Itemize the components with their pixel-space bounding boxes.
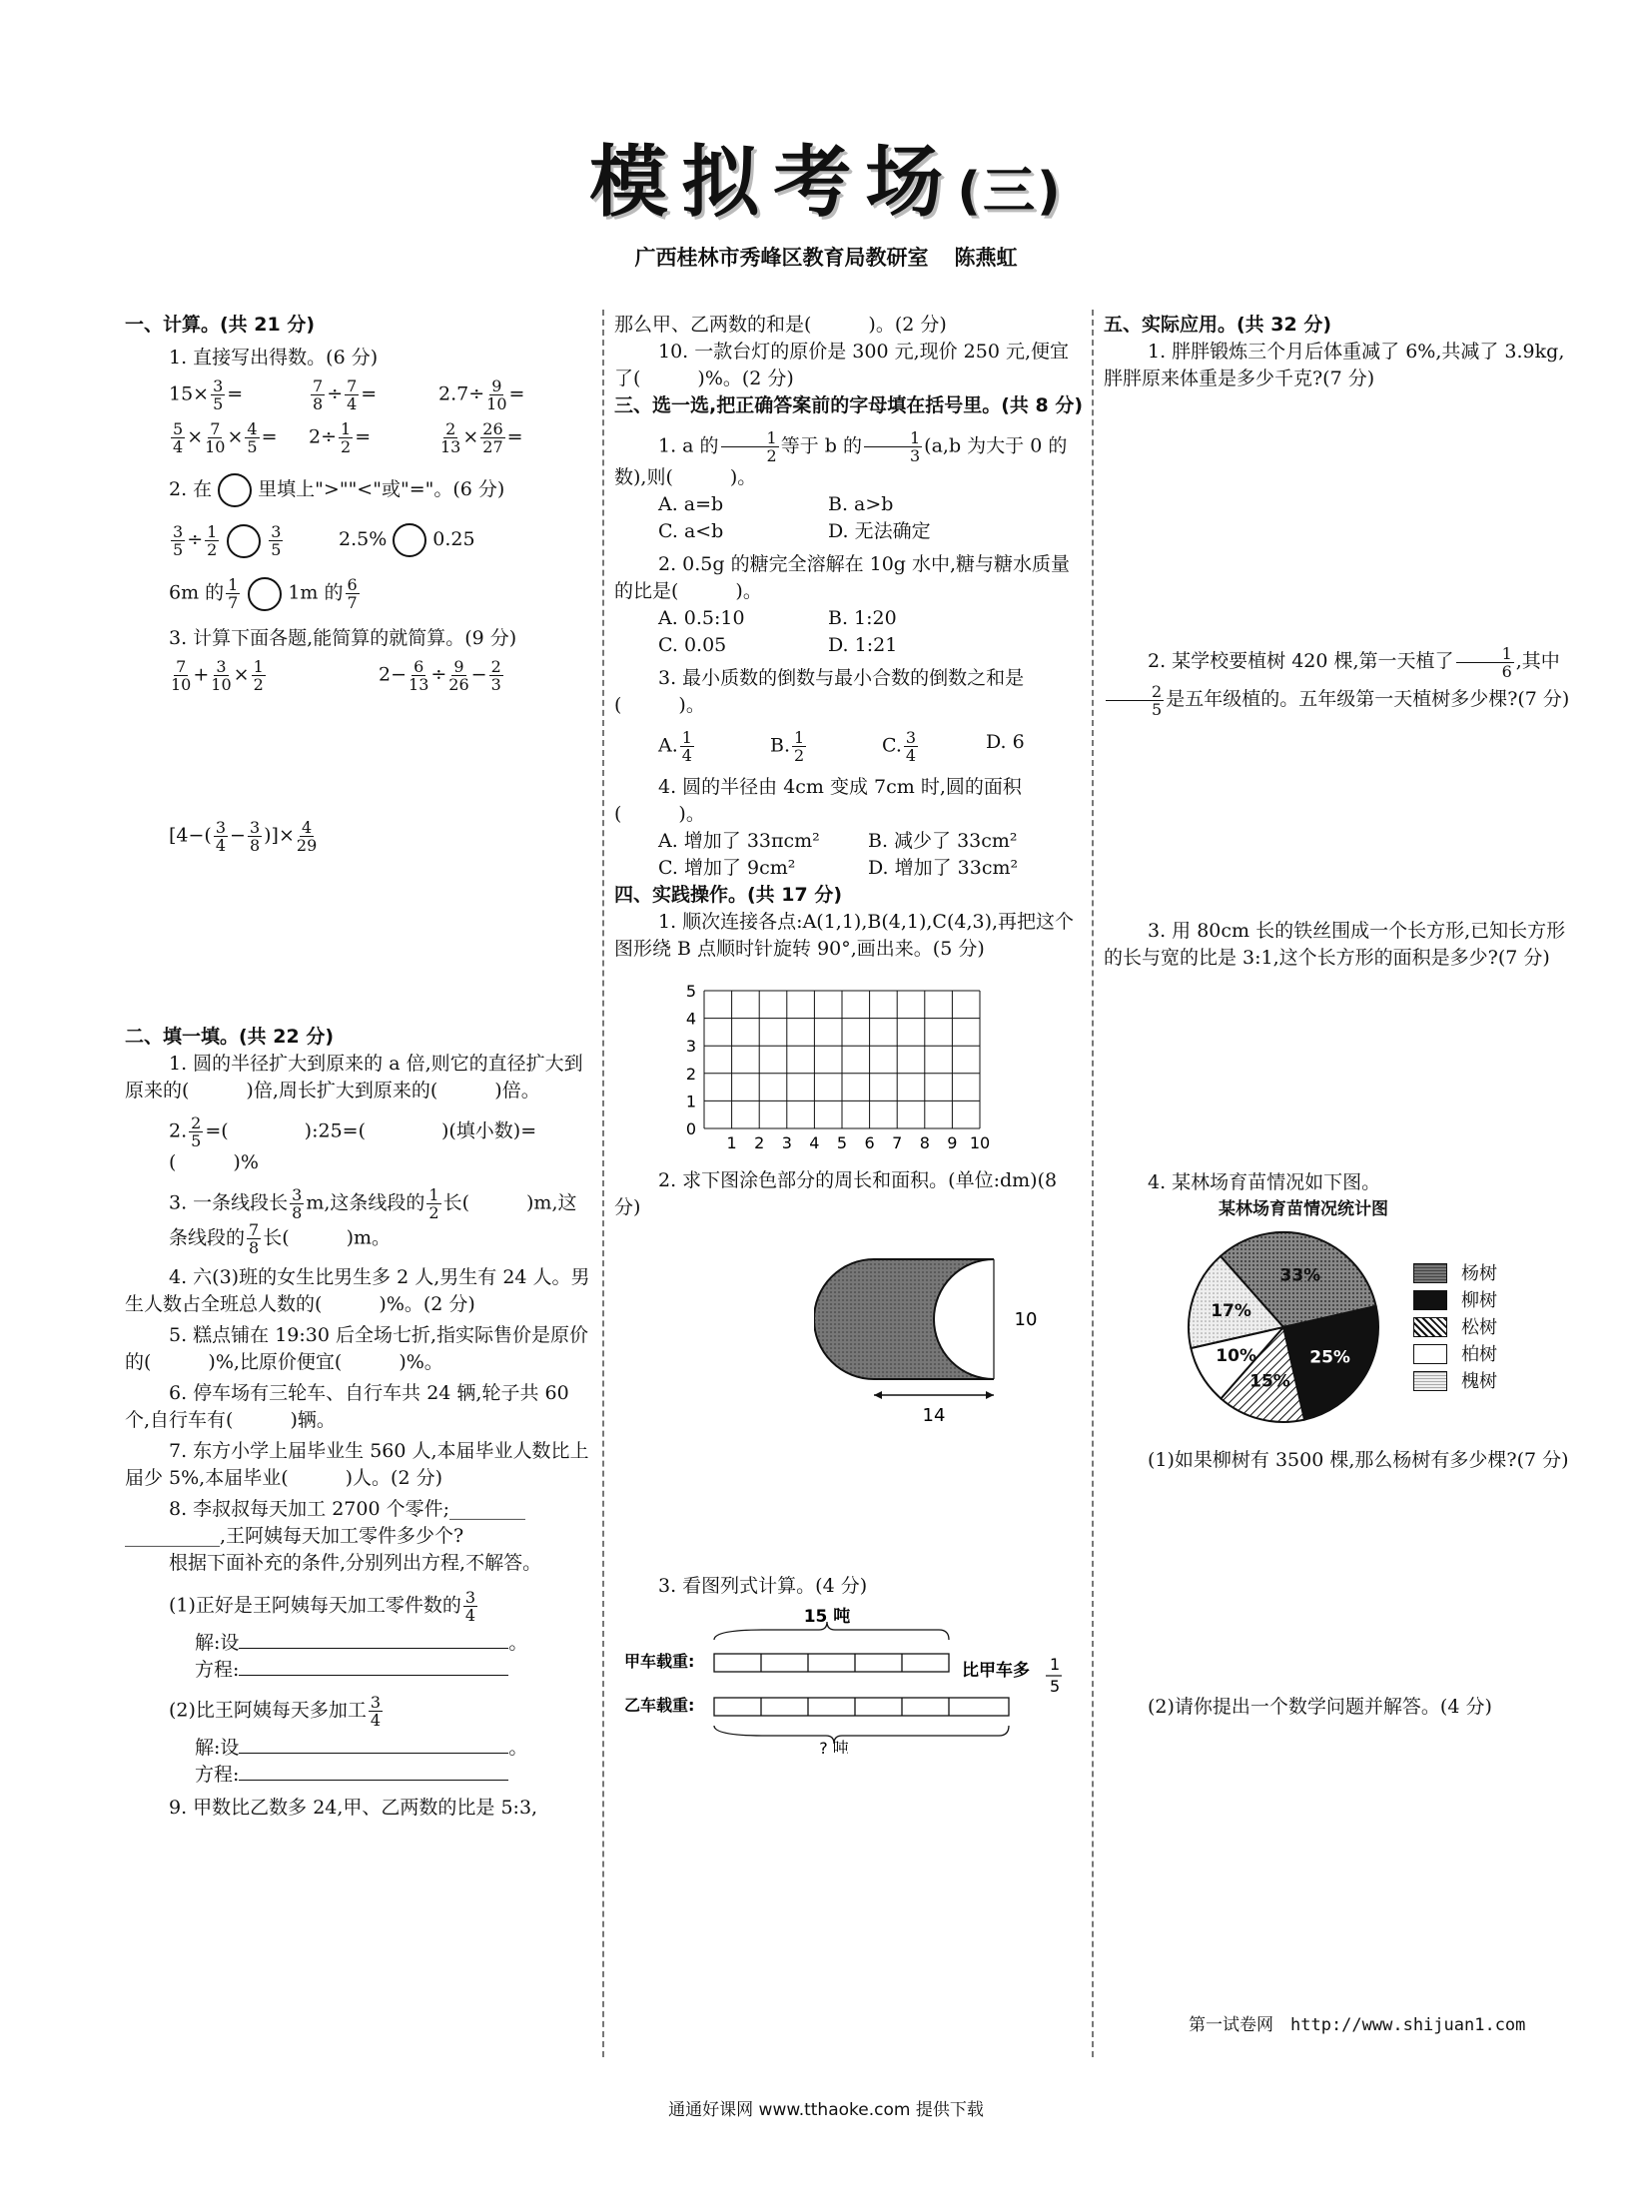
legend-label: 柏树 — [1461, 1343, 1497, 1365]
question: 那么甲、乙两数的和是( )。(2 分) — [614, 314, 947, 336]
question: 1. 胖胖锻炼三个月后体重减了 6%,共减了 3.9kg,胖胖原来体重是多少千克?(7 分) — [1104, 341, 1565, 389]
grid-x-tick: 9 — [947, 1133, 958, 1152]
pie-slice-label: 25% — [1309, 1347, 1350, 1368]
question: 3. 看图列式计算。(4 分) — [658, 1575, 868, 1597]
question: 2. 求下图涂色部分的周长和面积。(单位:dm)(8 分) — [614, 1169, 1058, 1218]
legend-item — [1413, 1287, 1497, 1314]
section-title: 一、计算。(共 21 分) — [125, 314, 316, 336]
options-row: A. 增加了 33πcm² B. 减少了 33cm² — [658, 830, 1018, 852]
grid-y-tick: 2 — [685, 1064, 696, 1084]
question: 3. 最小质数的倒数与最小合数的倒数之和是( )。 — [614, 667, 1025, 716]
footer: 通通好课网 www.tthaoke.com 提供下载 — [668, 2100, 984, 2120]
column-divider — [1092, 310, 1094, 2057]
author-line: 广西桂林市秀峰区教育局教研室 陈燕虹 — [634, 246, 1018, 270]
pie-chart-block — [1104, 1227, 1583, 1427]
grid-x-tick: 3 — [781, 1133, 792, 1152]
pie-slice-label: 15% — [1249, 1371, 1290, 1392]
options-row: C. 增加了 9cm² D. 增加了 33cm² — [658, 857, 1019, 879]
options-row: C. 0.05 D. 1:21 — [658, 634, 898, 656]
bar-b-label: 乙车载重: — [624, 1696, 695, 1715]
legend-swatch — [1413, 1317, 1447, 1337]
grid-y-tick: 5 — [685, 982, 696, 1001]
options-row: A. $\frac{1}{4}$ B. $\frac{1}{2}$ C. $\frac{3}{4}$ D. 6 — [658, 728, 1025, 765]
sub-question: (1)正好是王阿姨每天加工零件数的 $\frac{3}{4}$ — [169, 1588, 476, 1625]
question: 4. 圆的半径由 4cm 变成 7cm 时,圆的面积( )。 — [614, 776, 1022, 825]
chart-title: 某林场育苗情况统计图 — [1219, 1199, 1388, 1219]
sub-question: (2)请你提出一个数学问题并解答。(4 分) — [1148, 1696, 1492, 1718]
bar-a-label: 甲车载重: — [624, 1652, 695, 1671]
question: 4. 某林场育苗情况如下图。 — [1148, 1171, 1381, 1193]
grid-x-tick: 4 — [809, 1133, 820, 1152]
question: 1. a 的 $\frac{1}{2}$ 等于 b 的 $\frac{1}{3}$ (a,b 为大于 0 的数),则( )。 — [614, 428, 1068, 488]
question: 2. 某学校要植树 420 棵,第一天植了 $\frac{1}{6}$ ,其中 $\frac{2}{5}$ 是五年级植的。五年级第一天植树多少棵?(7 分) — [1104, 642, 1583, 718]
column-1 — [125, 312, 594, 1822]
grid-y-tick: 1 — [685, 1092, 696, 1111]
question: 3. 一条线段长 $\frac{3}{8}$ m,这条线段的 $\frac{1}{2}$ 长( )m,这条线段的 $\frac{7}{8}$ 长( )m。 — [169, 1185, 577, 1257]
pie-chart — [1184, 1227, 1383, 1427]
legend-label: 杨树 — [1461, 1262, 1497, 1284]
legend-item — [1413, 1368, 1497, 1395]
expression-row: $\frac{7}{10}$ + $\frac{3}{10}$ × $\frac{1}{2}$ 2− $\frac{6}{13}$ ÷ $\frac{9}{26}$ − $\frac{2}{3}$ — [171, 657, 501, 694]
pie-slice-label: 17% — [1211, 1301, 1251, 1322]
expression-row: [4−( $\frac{3}{4}$ − $\frac{3}{8}$ )]× $\frac{4}{29}$ — [169, 818, 318, 855]
legend-swatch — [1413, 1290, 1447, 1310]
answer-line: 解:设 。 — [195, 1632, 528, 1654]
section-title: 五、实际应用。(共 32 分) — [1104, 314, 1332, 336]
chart-legend — [1413, 1260, 1497, 1395]
sub-question: (1)如果柳树有 3500 棵,那么杨树有多少棵?(7 分) — [1148, 1449, 1569, 1471]
legend-label: 柳树 — [1461, 1289, 1497, 1311]
question: 3. 计算下面各题,能简算的就简算。(9 分) — [169, 627, 517, 649]
bar-note: 比甲车多 — [962, 1661, 1030, 1681]
section-title: 四、实践操作。(共 17 分) — [614, 884, 843, 906]
question: 9. 甲数比乙数多 24,甲、乙两数的比是 5:3, — [169, 1797, 538, 1819]
shaded-region — [814, 1259, 994, 1379]
shaded-shape-figure — [814, 1239, 1114, 1439]
answer-line: 解:设 。 — [195, 1737, 528, 1759]
grid-x-tick: 7 — [892, 1133, 903, 1152]
legend-swatch — [1413, 1263, 1447, 1283]
question: 2. 0.5g 的糖完全溶解在 10g 水中,糖与糖水质量的比是( )。 — [614, 553, 1071, 602]
question: 1. 圆的半径扩大到原来的 a 倍,则它的直径扩大到原来的( )倍,周长扩大到原来的( )倍。 — [125, 1053, 583, 1102]
bar-b — [714, 1698, 1009, 1716]
legend-label: 槐树 — [1461, 1370, 1497, 1392]
grid-y-tick: 4 — [685, 1009, 696, 1029]
expression-row: $\frac{5}{4}$ × $\frac{7}{10}$ × $\frac{4}{5}$ = 2÷ $\frac{1}{2}$ = $\frac{2}{13}$ × $\frac{26}{27}$ = — [173, 419, 523, 456]
column-2 — [614, 312, 1084, 1754]
grid-y-tick: 0 — [685, 1119, 696, 1138]
svg-text:1: 1 — [1050, 1655, 1061, 1674]
sub-question: (2)比王阿姨每天多加工 $\frac{3}{4}$ — [169, 1693, 382, 1730]
question: 2. $\frac{2}{5}$ =( ):25=( )(填小数)=( )% — [169, 1113, 537, 1173]
page-title: 模拟考场(三) — [589, 138, 1063, 228]
grid-x-tick: 6 — [864, 1133, 875, 1152]
column-3 — [1104, 312, 1583, 1721]
grid-x-tick: 1 — [726, 1133, 737, 1152]
bar-a — [714, 1654, 949, 1672]
question: 3. 用 80cm 长的铁丝围成一个长方形,已知长方形的长与宽的比是 3:1,这个长方形的面积是多少?(7 分) — [1104, 920, 1566, 969]
pie-slice-label: 33% — [1279, 1265, 1321, 1286]
grid-x-tick: 2 — [754, 1133, 765, 1152]
section-title: 二、填一填。(共 22 分) — [125, 1026, 335, 1048]
answer-line: 方程: — [125, 1762, 594, 1789]
legend-item — [1413, 1314, 1497, 1341]
question: 5. 糕点铺在 19:30 后全场七折,指实际售价是原价的( )%,比原价便宜( )%。 — [125, 1324, 589, 1373]
compare-circle — [218, 473, 252, 507]
question: 7. 东方小学上届毕业生 560 人,本届毕业人数比上届少 5%,本届毕业( )人。(2 分) — [125, 1440, 589, 1489]
legend-item — [1413, 1260, 1497, 1287]
grid-x-tick: 8 — [919, 1133, 930, 1152]
height-label: 10 — [1014, 1309, 1038, 1330]
expression-row: 15× $\frac{3}{5}$ = $\frac{7}{8}$ ÷ $\frac{7}{4}$ = 2.7÷ $\frac{9}{10}$ = — [169, 376, 525, 413]
question: 1. 顺次连接各点:A(1,1),B(4,1),C(4,3),再把这个图形绕 B 点顺时针旋转 90°,画出来。(5 分) — [614, 911, 1075, 960]
grid-x-tick: 10 — [969, 1133, 991, 1152]
question: 8. 李叔叔每天加工 2700 个零件;________ — [169, 1498, 526, 1520]
question: 10. 一款台灯的原价是 300 元,现价 250 元,便宜了( )%。(2 分) — [614, 341, 1070, 389]
legend-label: 松树 — [1461, 1316, 1497, 1338]
question: 2. 在 里填上">""<"或"="。(6 分) — [125, 473, 594, 507]
legend-item — [1413, 1341, 1497, 1368]
answer-line: 方程: — [125, 1657, 594, 1684]
question: 根据下面补充的条件,分别列出方程,不解答。 — [169, 1552, 542, 1574]
question: __________,王阿姨每天加工零件多少个? — [125, 1525, 464, 1547]
compare-row: $\frac{3}{5}$ ÷ $\frac{1}{2}$ $\frac{3}{5}$ 2.5% 0.25 — [173, 522, 475, 559]
total-label: 15 吨 — [803, 1607, 851, 1627]
question: 6. 停车场有三轮车、自行车共 24 辆,轮子共 60 个,自行车有( )辆。 — [125, 1382, 569, 1431]
question: 4. 六(3)班的女生比男生多 2 人,男生有 24 人。男生人数占全班总人数的( )%。(2 分) — [125, 1266, 590, 1315]
width-label: 14 — [922, 1405, 946, 1426]
options-row: A. 0.5:10 B. 1:20 — [658, 607, 897, 629]
options-row: C. a<b D. 无法确定 — [658, 520, 931, 542]
svg-text:5: 5 — [1050, 1677, 1061, 1696]
coordinate-grid — [664, 971, 1004, 1155]
column-divider — [602, 310, 604, 2057]
pie-slice-label: 10% — [1216, 1346, 1257, 1367]
compare-row: 6m 的 $\frac{1}{7}$ 1m 的 $\frac{6}{7}$ — [169, 575, 358, 612]
legend-swatch — [1413, 1344, 1447, 1364]
bar-diagram — [614, 1604, 1084, 1754]
website-credit: 第一试卷网 http://www.shijuan1.com — [1189, 2015, 1526, 2035]
legend-swatch — [1413, 1371, 1447, 1391]
grid-x-tick: 5 — [836, 1133, 848, 1152]
options-row: A. a=b B. a>b — [658, 493, 894, 515]
total-question-label: ? 吨 — [819, 1739, 849, 1754]
section-title: 三、选一选,把正确答案前的字母填在括号里。(共 8 分) — [614, 394, 1084, 416]
question: 1. 直接写出得数。(6 分) — [169, 347, 379, 369]
grid-y-tick: 3 — [685, 1037, 696, 1057]
